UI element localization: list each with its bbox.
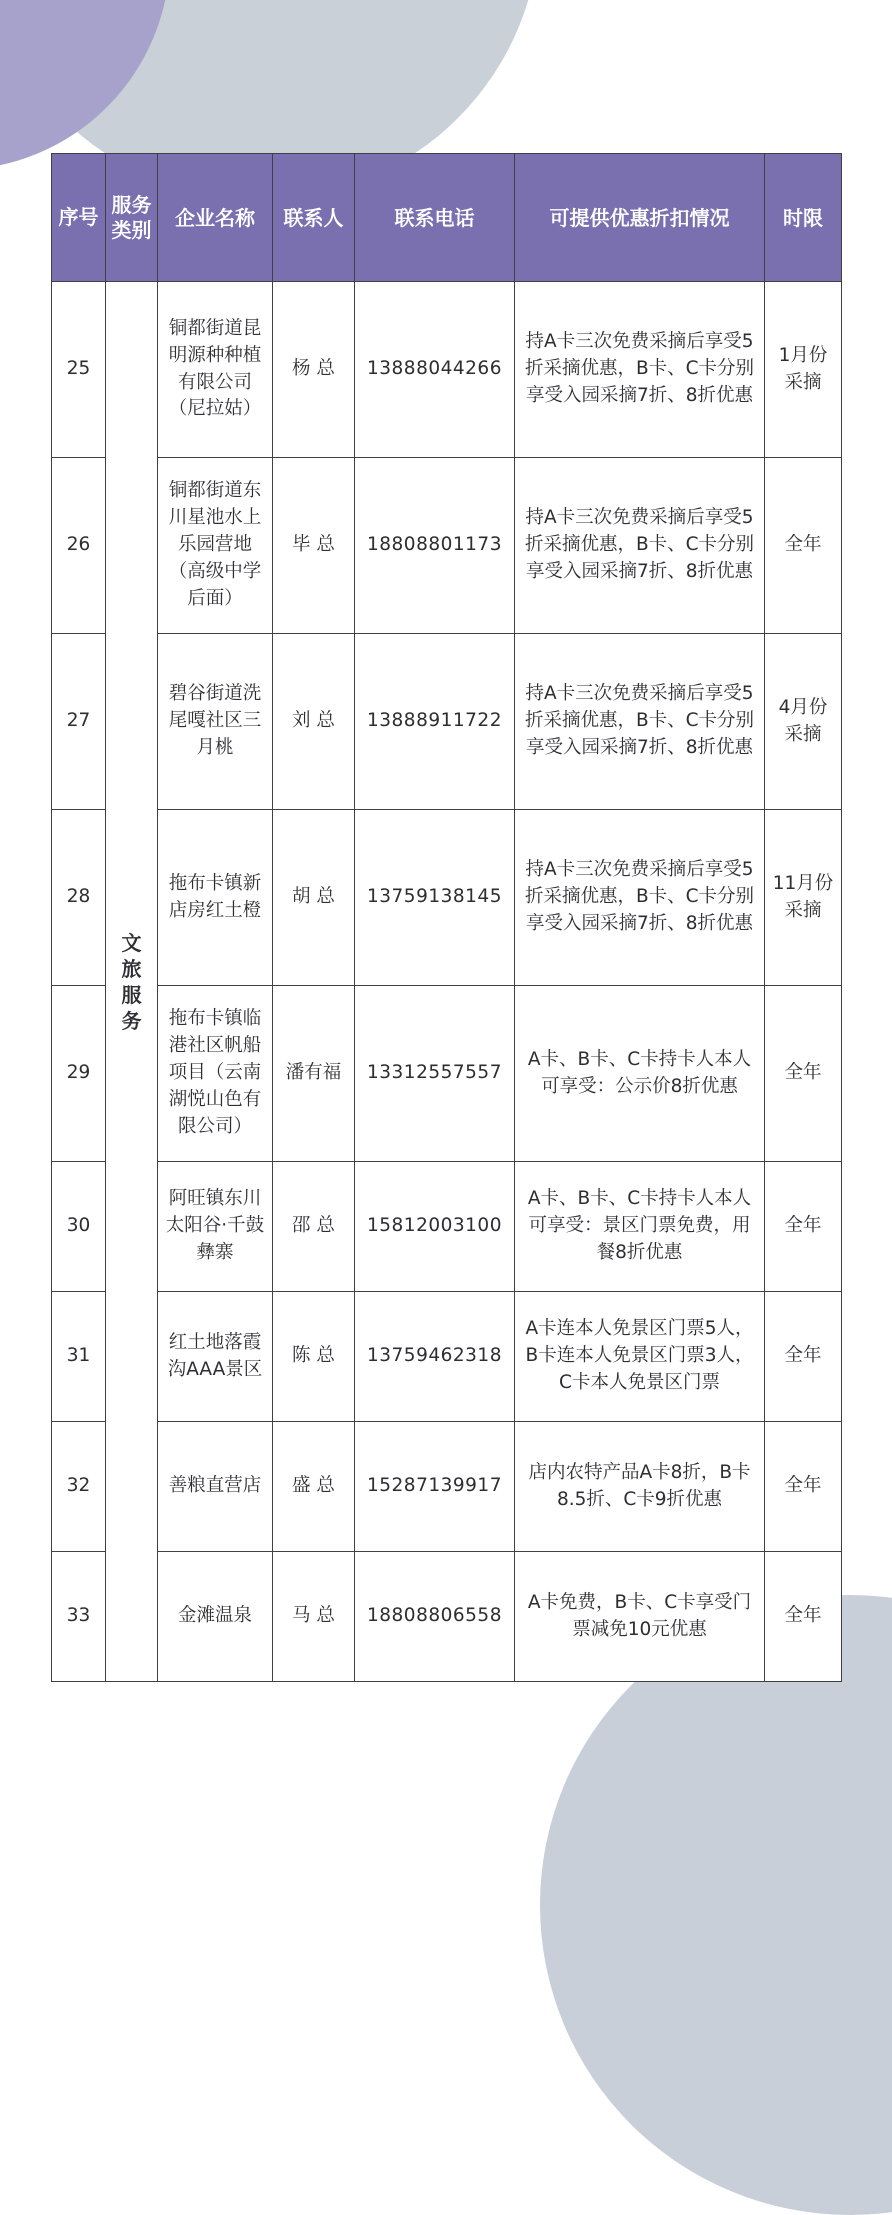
cell-seq: 29 <box>52 986 106 1162</box>
cell-contact: 毕 总 <box>273 458 355 634</box>
cell-discount: A卡、B卡、C卡持卡人本人可享受：公示价8折优惠 <box>515 986 765 1162</box>
cell-discount: A卡、B卡、C卡持卡人本人可享受：景区门票免费，用餐8折优惠 <box>515 1162 765 1292</box>
cell-period: 全年 <box>765 458 842 634</box>
table-row <box>52 634 842 810</box>
cell-phone: 13759138145 <box>355 810 515 986</box>
header-phone: 联系电话 <box>355 154 515 282</box>
cell-company: 金滩温泉 <box>158 1552 273 1682</box>
cell-seq: 27 <box>52 634 106 810</box>
cell-period: 全年 <box>765 1292 842 1422</box>
cell-contact: 潘有福 <box>273 986 355 1162</box>
cell-company: 拖布卡镇新店房红土橙 <box>158 810 273 986</box>
cell-phone: 15287139917 <box>355 1422 515 1552</box>
cell-contact: 盛 总 <box>273 1422 355 1552</box>
cell-contact: 马 总 <box>273 1552 355 1682</box>
header-company: 企业名称 <box>158 154 273 282</box>
cell-company: 阿旺镇东川太阳谷·千鼓彝寨 <box>158 1162 273 1292</box>
table-row <box>52 1162 842 1292</box>
table-row <box>52 1292 842 1422</box>
cell-seq: 25 <box>52 282 106 458</box>
table-row <box>52 1552 842 1682</box>
table-row <box>52 1422 842 1552</box>
cell-discount: 店内农特产品A卡8折，B卡8.5折、C卡9折优惠 <box>515 1422 765 1552</box>
discount-table <box>51 153 842 1682</box>
cell-phone: 13759462318 <box>355 1292 515 1422</box>
header-category: 服务类别 <box>106 154 158 282</box>
cell-company: 铜都街道昆明源种种植有限公司（尼拉姑） <box>158 282 273 458</box>
header-contact: 联系人 <box>273 154 355 282</box>
cell-period: 全年 <box>765 1552 842 1682</box>
cell-period: 全年 <box>765 1422 842 1552</box>
cell-contact: 邵 总 <box>273 1162 355 1292</box>
cell-seq: 32 <box>52 1422 106 1552</box>
cell-discount: A卡免费，B卡、C卡享受门票减免10元优惠 <box>515 1552 765 1682</box>
cell-phone: 18808801173 <box>355 458 515 634</box>
table-row <box>52 986 842 1162</box>
cell-period: 1月份采摘 <box>765 282 842 458</box>
cell-phone: 15812003100 <box>355 1162 515 1292</box>
cell-seq: 31 <box>52 1292 106 1422</box>
header-discount: 可提供优惠折扣情况 <box>515 154 765 282</box>
cell-discount: A卡连本人免景区门票5人，B卡连本人免景区门票3人，C卡本人免景区门票 <box>515 1292 765 1422</box>
header-row <box>52 154 842 282</box>
header-period: 时限 <box>765 154 842 282</box>
cell-contact: 杨 总 <box>273 282 355 458</box>
table-row <box>52 810 842 986</box>
cell-category: 文旅服务 <box>106 282 158 1682</box>
cell-period: 11月份采摘 <box>765 810 842 986</box>
header-seq: 序号 <box>52 154 106 282</box>
cell-period: 全年 <box>765 986 842 1162</box>
cell-company: 铜都街道东川星池水上乐园营地（高级中学后面） <box>158 458 273 634</box>
cell-period: 全年 <box>765 1162 842 1292</box>
cell-contact: 陈 总 <box>273 1292 355 1422</box>
cell-company: 善粮直营店 <box>158 1422 273 1552</box>
cell-phone: 13888044266 <box>355 282 515 458</box>
table-row <box>52 282 842 458</box>
cell-contact: 刘 总 <box>273 634 355 810</box>
cell-company: 拖布卡镇临港社区帆船项目（云南湖悦山色有限公司） <box>158 986 273 1162</box>
cell-discount: 持A卡三次免费采摘后享受5折采摘优惠，B卡、C卡分别享受入园采摘7折、8折优惠 <box>515 458 765 634</box>
decor-circle-gray-bottom <box>540 1595 892 2215</box>
cell-company: 红土地落霞沟AAA景区 <box>158 1292 273 1422</box>
cell-seq: 28 <box>52 810 106 986</box>
cell-seq: 30 <box>52 1162 106 1292</box>
cell-phone: 18808806558 <box>355 1552 515 1682</box>
table-row <box>52 458 842 634</box>
cell-company: 碧谷街道洗尾嘎社区三月桃 <box>158 634 273 810</box>
cell-period: 4月份采摘 <box>765 634 842 810</box>
cell-phone: 13312557557 <box>355 986 515 1162</box>
cell-seq: 33 <box>52 1552 106 1682</box>
cell-discount: 持A卡三次免费采摘后享受5折采摘优惠，B卡、C卡分别享受入园采摘7折、8折优惠 <box>515 634 765 810</box>
cell-phone: 13888911722 <box>355 634 515 810</box>
cell-discount: 持A卡三次免费采摘后享受5折采摘优惠，B卡、C卡分别享受入园采摘7折、8折优惠 <box>515 282 765 458</box>
cell-seq: 26 <box>52 458 106 634</box>
cell-contact: 胡 总 <box>273 810 355 986</box>
cell-discount: 持A卡三次免费采摘后享受5折采摘优惠，B卡、C卡分别享受入园采摘7折、8折优惠 <box>515 810 765 986</box>
